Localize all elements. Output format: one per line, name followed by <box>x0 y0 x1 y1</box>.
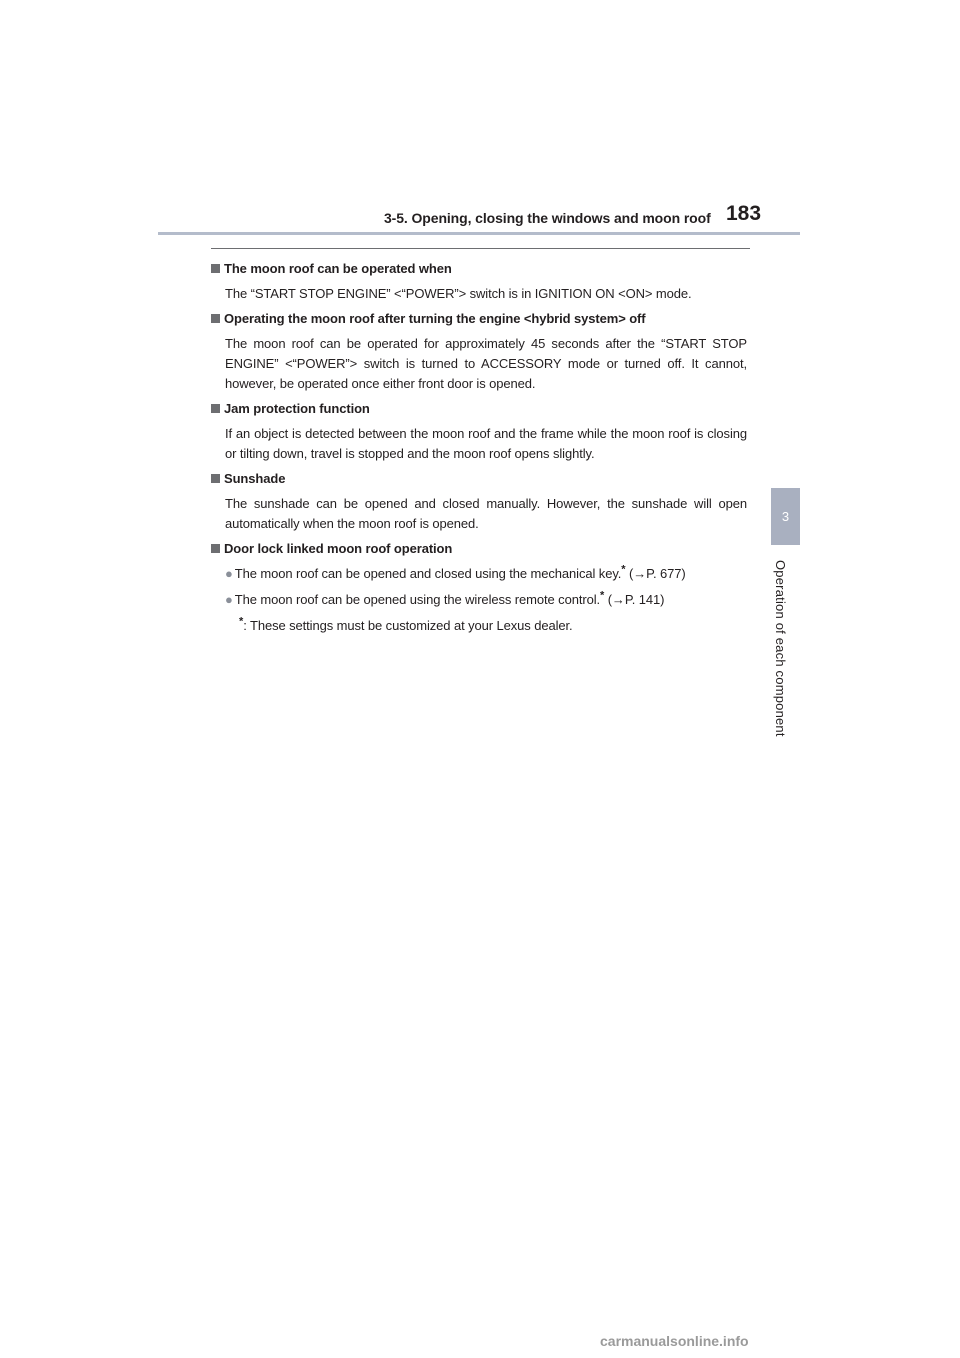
chapter-label: Operation of each component <box>773 560 788 737</box>
section-title: 3-5. Opening, closing the windows and moon roof <box>384 210 711 226</box>
content-divider <box>211 248 750 249</box>
chapter-tab: 3 <box>771 488 800 545</box>
footnote-mark: * <box>600 589 605 602</box>
square-bullet-icon <box>211 404 220 413</box>
list-item: ● The moon roof can be opened using the wireless remote control.* (→P. 141) <box>225 589 665 607</box>
section-heading: Jam protection function <box>211 400 747 418</box>
round-bullet-icon: ● <box>225 566 233 581</box>
section-door-lock-linked <box>211 540 747 636</box>
footnote: *: These settings must be customized at your Lexus dealer. <box>239 615 573 633</box>
square-bullet-icon <box>211 544 220 553</box>
section-sunshade <box>211 470 747 534</box>
section-body: The sunshade can be opened and closed manually. However, the sunshade will open automatically when the moon roof is opened. <box>225 496 747 531</box>
section-jam-protection <box>211 400 747 464</box>
section-heading: Door lock linked moon roof operation <box>211 540 747 558</box>
page-number: 183 <box>726 202 762 225</box>
content <box>211 260 747 641</box>
list-item: ● The moon roof can be opened and closed using the mechanical key.* (→P. 677) <box>225 563 686 581</box>
footnote-mark: * <box>239 615 244 628</box>
section-heading: Operating the moon roof after turning the engine <hybrid system> off <box>211 310 747 328</box>
section-body: The “START STOP ENGINE” <“POWER”> switch is in IGNITION ON <ON> mode. <box>225 286 692 301</box>
section-operable-when <box>211 260 747 304</box>
header-rule <box>158 232 800 235</box>
section-heading: Sunshade <box>211 470 747 488</box>
round-bullet-icon: ● <box>225 592 233 607</box>
page-reference: (→P. 677) <box>628 566 686 581</box>
section-after-engine-off <box>211 310 747 394</box>
watermark: carmanualsonline.info <box>600 1333 749 1349</box>
square-bullet-icon <box>211 474 220 483</box>
footnote-mark: * <box>621 563 626 576</box>
page-reference: (→P. 141) <box>607 592 665 607</box>
square-bullet-icon <box>211 264 220 273</box>
section-body: The moon roof can be operated for approximately 45 seconds after the “START STOP ENGINE” <“POWER”> switch is turned to ACCESSORY mode or turned off. It cannot, however, be operated once either front door is opened. <box>225 336 747 391</box>
section-body: If an object is detected between the moon roof and the frame while the moon roof is closing or tilting down, travel is stopped and the moon roof opens slightly. <box>225 426 747 461</box>
square-bullet-icon <box>211 314 220 323</box>
section-heading: The moon roof can be operated when <box>211 260 747 278</box>
